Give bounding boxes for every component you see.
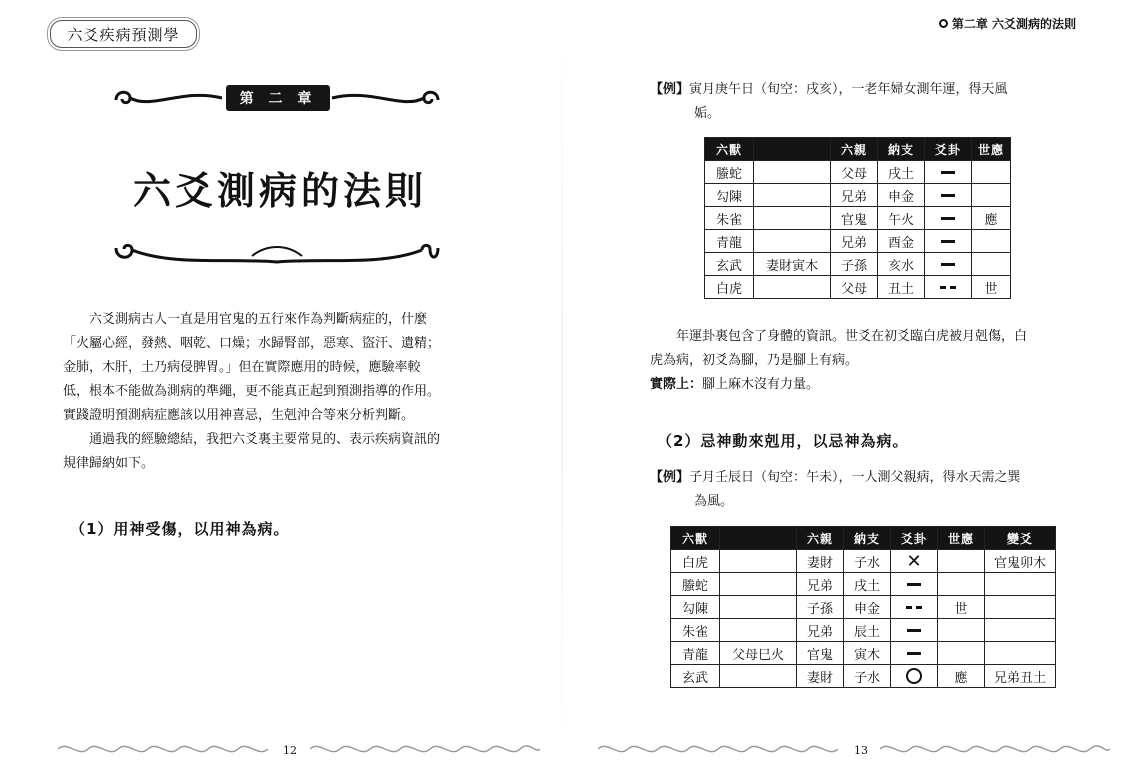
footer-ornament-icon [598, 740, 838, 758]
table-cell [938, 642, 985, 665]
table-cell [754, 161, 831, 184]
table-cell: 官鬼 [797, 642, 844, 665]
paragraph-line: 規律歸納如下。 [63, 456, 155, 471]
fact-text: 腳上麻木沒有力量。 [702, 377, 820, 392]
yang-line-icon [941, 171, 955, 174]
example-2-text [650, 466, 1021, 514]
paragraph-line: 實踐證明預測病症應該以用神喜忌，生剋沖合等來分析判斷。 [63, 408, 415, 423]
table-cell [754, 184, 831, 207]
table-row [671, 642, 1056, 665]
table-cell: 白虎 [671, 550, 720, 573]
section-heading-2: （2）忌神動來剋用，以忌神為病。 [657, 432, 909, 450]
table-row [671, 619, 1056, 642]
yang-line-icon [907, 629, 921, 632]
table-cell: 朱雀 [705, 207, 754, 230]
table-cell: 亥水 [878, 253, 925, 276]
table-cell [754, 207, 831, 230]
table-cell [754, 276, 831, 299]
yao-line-cell [925, 161, 972, 184]
table-row [671, 665, 1056, 688]
table-cell: 午火 [878, 207, 925, 230]
page-number-right: 13 [854, 744, 868, 757]
table-header [754, 138, 831, 161]
table-header: 納支 [878, 138, 925, 161]
hexagram-table-1 [704, 137, 1011, 299]
table-cell: 官鬼 [831, 207, 878, 230]
table-cell: 戌土 [878, 161, 925, 184]
yao-line-cell [925, 276, 972, 299]
paragraph-line: 低，根本不能做為測病的準繩，更不能真正起到預測指導的作用。 [63, 384, 441, 399]
table-cell: 兄弟丑土 [985, 665, 1056, 688]
yang-line-icon [941, 217, 955, 220]
yang-line-icon [941, 263, 955, 266]
table-header: 六親 [797, 527, 844, 550]
table-cell: 朱雀 [671, 619, 720, 642]
table-cell: 戌土 [844, 573, 891, 596]
table-cell [720, 619, 797, 642]
table-cell: 青龍 [705, 230, 754, 253]
example-tag: 【例】 [650, 470, 690, 485]
footer-ornament-icon [310, 740, 540, 758]
paragraph-line: 通過我的經驗總結，我把六爻裏主要常見的、表示疾病資訊的 [89, 432, 441, 447]
book-title: 六爻疾病預測學 [50, 20, 197, 48]
table-cell: 官鬼卯木 [985, 550, 1056, 573]
table-cell: 兄弟 [831, 184, 878, 207]
yao-line-cell [891, 550, 938, 573]
paragraph-line: 金肺，木肝，土乃病侵脾胃。」但在實際應用的時候，應驗率較 [63, 360, 421, 375]
table-cell [985, 642, 1056, 665]
table-row [705, 276, 1011, 299]
table-row [705, 184, 1011, 207]
example-line: 姤。 [694, 106, 721, 121]
table-header [720, 527, 797, 550]
table-cell: 丑土 [878, 276, 925, 299]
yao-line-cell [891, 665, 938, 688]
table-row [705, 161, 1011, 184]
table-cell [720, 596, 797, 619]
yin-line-icon [906, 606, 922, 609]
paragraph-line: 六爻測病古人一直是用官鬼的五行來作為判斷病症的，什麼 [89, 312, 428, 327]
table-cell: 妻財 [797, 550, 844, 573]
table-cell: 申金 [878, 184, 925, 207]
table-cell [985, 573, 1056, 596]
table-cell [938, 550, 985, 573]
yao-line-cell [891, 619, 938, 642]
footer-ornament-icon [880, 740, 1110, 758]
example-1-text [650, 78, 1008, 126]
table-cell: 螣蛇 [705, 161, 754, 184]
table-cell: 玄武 [705, 253, 754, 276]
yang-line-icon [907, 583, 921, 586]
table-cell: 兄弟 [797, 573, 844, 596]
yao-line-cell [925, 184, 972, 207]
chapter-title: 六爻測病的法則 [132, 168, 427, 213]
hexagram-table-2 [670, 526, 1056, 688]
yang-line-icon [907, 652, 921, 655]
table-row [671, 573, 1056, 596]
example-line: 子月壬辰日（旬空：午未），一人測父親病，得水天需之巽 [689, 470, 1021, 485]
page-number-left: 12 [283, 744, 297, 757]
yao-line-cell [891, 596, 938, 619]
table-cell: 子水 [844, 665, 891, 688]
table-cell: 兄弟 [797, 619, 844, 642]
table-header-row [705, 138, 1011, 161]
yang-line-icon [941, 240, 955, 243]
table-cell [720, 550, 797, 573]
scroll-ornament-icon [112, 236, 442, 272]
table-cell: 勾陳 [671, 596, 720, 619]
table-cell: 父母 [831, 276, 878, 299]
table-cell [938, 619, 985, 642]
table-header: 納支 [844, 527, 891, 550]
table-cell: 玄武 [671, 665, 720, 688]
table-cell: 子孫 [831, 253, 878, 276]
table-cell [972, 161, 1011, 184]
moving-yang-circle-icon [906, 668, 922, 684]
section-heading-1: （1）用神受傷，以用神為病。 [70, 520, 290, 538]
yao-line-cell [891, 642, 938, 665]
table-cell: 申金 [844, 596, 891, 619]
paragraph-line: 「火屬心經，發熱、咽乾、口燥；水歸腎部，惡寒、盜汗、遺精； [63, 336, 441, 351]
paragraph-line: 年運卦裏包含了身體的資訊。世爻在初爻臨白虎被月剋傷，白 [676, 329, 1028, 344]
table-cell: 子水 [844, 550, 891, 573]
table-cell [985, 619, 1056, 642]
yao-line-cell [925, 253, 972, 276]
table-header-row [671, 527, 1056, 550]
table-cell: 世 [972, 276, 1011, 299]
table-cell: 應 [972, 207, 1011, 230]
right-page [562, 0, 1124, 779]
table-cell: 父母 [831, 161, 878, 184]
table-row [705, 253, 1011, 276]
table-cell: 寅木 [844, 642, 891, 665]
bullet-circle-icon [939, 19, 948, 28]
table-cell [754, 230, 831, 253]
table-header: 六親 [831, 138, 878, 161]
example-line: 為風。 [694, 494, 734, 509]
table-cell: 辰土 [844, 619, 891, 642]
table-header: 爻卦 [925, 138, 972, 161]
yao-line-cell [891, 573, 938, 596]
table-row [705, 207, 1011, 230]
table-cell [720, 573, 797, 596]
paragraph-line [650, 373, 1090, 397]
table-header: 世應 [938, 527, 985, 550]
running-head: 第二章 六爻測病的法則 [939, 15, 1076, 32]
moving-yin-cross-icon: ✕ [906, 550, 922, 572]
table-cell: 白虎 [705, 276, 754, 299]
table-cell: 酉金 [878, 230, 925, 253]
example-tag: 【例】 [650, 82, 690, 97]
table-cell: 子孫 [797, 596, 844, 619]
table-cell: 兄弟 [831, 230, 878, 253]
yao-line-cell [925, 230, 972, 253]
table-cell [972, 184, 1011, 207]
yao-line-cell [925, 207, 972, 230]
table-cell [720, 665, 797, 688]
table-header: 六獸 [705, 138, 754, 161]
chapter-banner [112, 80, 442, 116]
table-cell: 妻財 [797, 665, 844, 688]
table-cell [985, 596, 1056, 619]
table-header: 世應 [972, 138, 1011, 161]
fact-label: 實際上： [650, 377, 703, 392]
table-header: 爻卦 [891, 527, 938, 550]
table-cell [938, 573, 985, 596]
analysis-text [650, 325, 1090, 397]
table-cell [972, 253, 1011, 276]
table-cell: 青龍 [671, 642, 720, 665]
intro-text [63, 308, 503, 476]
footer-ornament-icon [58, 740, 278, 758]
table-cell: 應 [938, 665, 985, 688]
table-cell: 世 [938, 596, 985, 619]
chapter-label: 第 二 章 [226, 85, 330, 111]
table-cell: 螣蛇 [671, 573, 720, 596]
table-cell: 勾陳 [705, 184, 754, 207]
example-line: 寅月庚午日（旬空：戌亥），一老年婦女測年運，得天風 [689, 82, 1008, 97]
table-row [671, 550, 1056, 573]
table-header: 六獸 [671, 527, 720, 550]
table-row [671, 596, 1056, 619]
yang-line-icon [941, 194, 955, 197]
table-header: 變爻 [985, 527, 1056, 550]
table-cell: 父母巳火 [720, 642, 797, 665]
table-cell: 妻財寅木 [754, 253, 831, 276]
paragraph-line: 虎為病，初爻為腳，乃是腳上有病。 [650, 353, 859, 368]
table-row [705, 230, 1011, 253]
yin-line-icon [940, 286, 956, 289]
table-cell [972, 230, 1011, 253]
